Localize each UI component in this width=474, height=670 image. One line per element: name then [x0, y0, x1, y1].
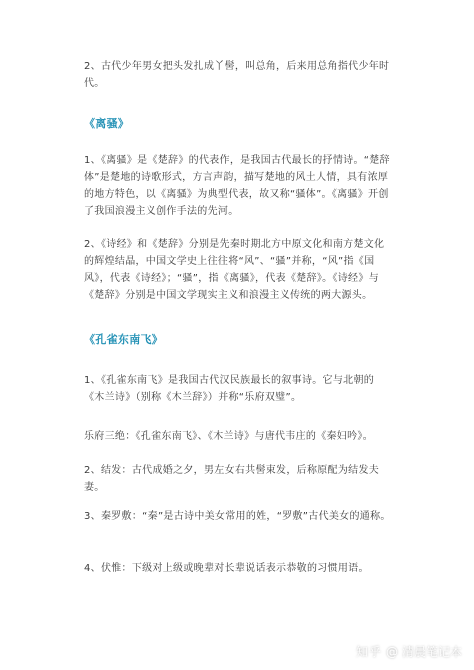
watermark-brand: 知乎 — [355, 645, 382, 659]
watermark-at: @ — [385, 644, 398, 659]
paragraph-kongque-1: 1、《孔雀东南飞》是我国古代汉民族最长的叙事诗。它与北朝的《木兰诗》（别称《木兰辞》）并称“乐府双璧”。 — [84, 375, 375, 403]
zhihu-watermark — [356, 643, 462, 660]
paragraph-lisao-2: 2、《诗经》和《楚辞》分别是先秦时期北方中原文化和南方楚文化的辉煌结晶，中国文学史上往往将“风”、“骚”并称，“风”指《国风》，代表《诗经》；“骚”，指《离骚》，代表《楚辞》。《诗经》与《楚辞》分别是中国文学现实主义和浪漫主义传统的两大源头。 — [84, 239, 385, 301]
paragraph-jiefa: 2、结发：古代成婚之夕，男左女右共髻束发，后称原配为结发夫妻。 — [84, 465, 380, 493]
paragraph-zongjiao: 2、古代少年男女把头发扎成丫髻，叫总角，后来用总角指代少年时代。 — [84, 61, 390, 89]
watermark-author: 清晨笔记本 — [401, 645, 462, 659]
paragraph-fuwei: 4、伏惟：下级对上级或晚辈对长辈说话表示恭敬的习惯用语。 — [84, 563, 369, 574]
paragraph-lisao-1: 1、《离骚》是《楚辞》的代表作，是我国古代最长的抒情诗。“楚辞体”是楚地的诗歌形式，方言声韵，描写楚地的风土人情，具有浓厚的地方特色，以《离骚》为典型代表，故又称“骚体”。《离骚》开创了我国浪漫主义创作手法的先河。 — [84, 155, 390, 217]
section-heading-kongque: 《孔雀东南飞》 — [84, 333, 164, 346]
paragraph-yuefu-sanjue: 乐府三绝：《孔雀东南飞》、《木兰诗》与唐代韦庄的《秦妇吟》。 — [84, 431, 373, 442]
section-heading-lisao: 《离骚》 — [84, 117, 130, 130]
paragraph-qinluofu: 3、秦罗敷：“秦”是古诗中美女常用的姓，“罗敷”古代美女的通称。 — [84, 511, 391, 522]
